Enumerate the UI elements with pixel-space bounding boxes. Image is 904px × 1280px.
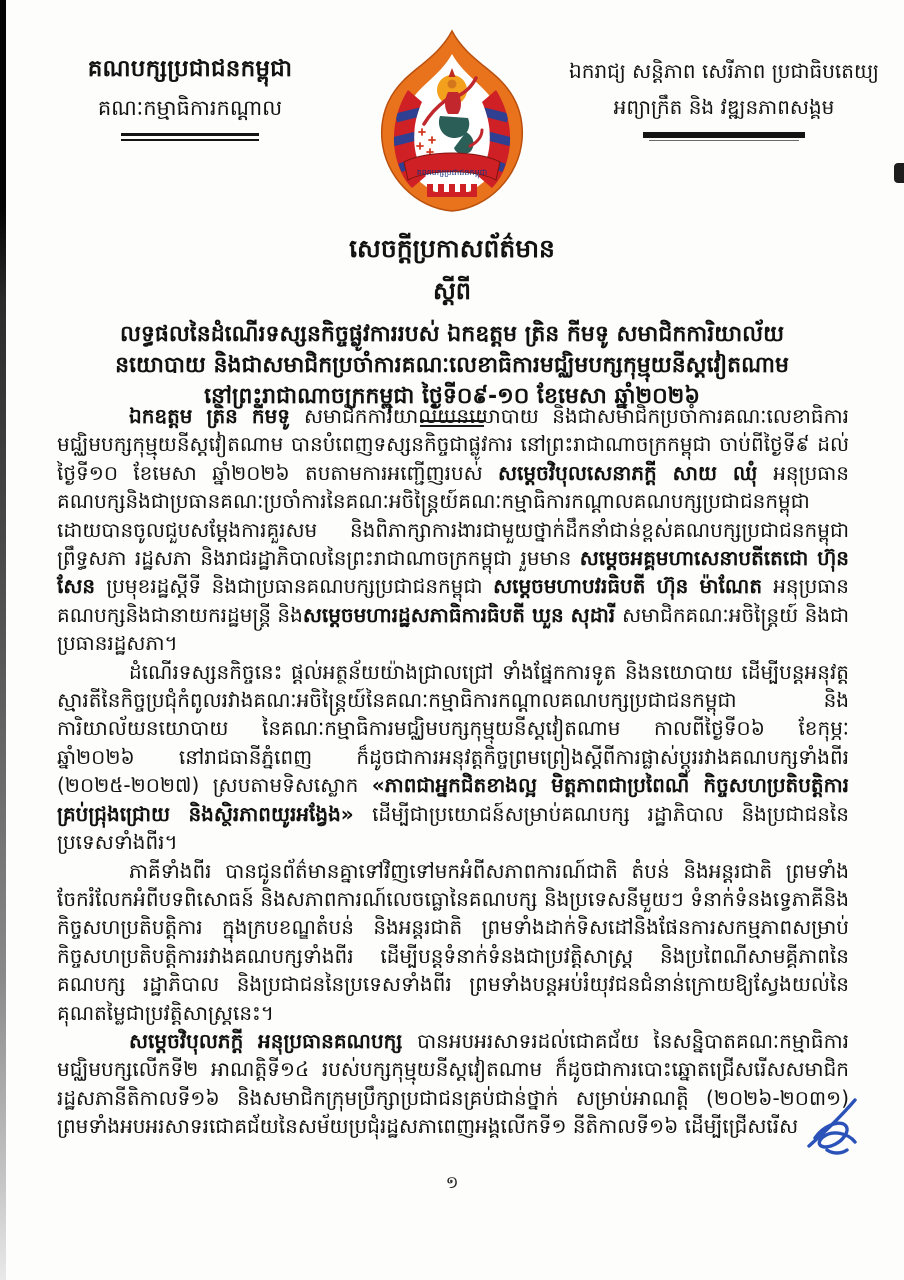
subtitle-line-3: នៅព្រះរាជាណាចក្រកម្ពុជា ថ្ងៃទី០៩-១០ ខែមេសា ឆ្នាំ២០២៦ bbox=[204, 384, 700, 409]
motto-line-1: ឯករាជ្យ សន្តិភាព សេរីភាព ប្រជាធិបតេយ្យ bbox=[569, 59, 879, 83]
scan-artifact-left-edge bbox=[0, 0, 6, 1280]
left-header-double-rule bbox=[121, 133, 259, 141]
header-right-block bbox=[548, 58, 900, 141]
subtitle-line-1: លទ្ធផលនៃដំណើរទស្សនកិច្ចផ្លូវការរបស់ ឯកឧត្តម ត្រិន កីមទូ សមាជិកការិយាល័យ bbox=[119, 322, 785, 347]
header-left-block bbox=[40, 55, 340, 141]
right-header-rule bbox=[643, 132, 805, 138]
paragraph-1: ឯកឧត្តម ត្រិន កីមទូ សមាជិកការិយាល័យនយោបាយ និងជាសមាជិកប្រចាំការគណៈលេខាធិការមជ្ឈិមបក្សកុម្មុយនីស្តវៀតណាម បានបំពេញទស្សនកិច្ចជាផ្លូវការ នៅព្រះរាជាណាចក្រកម្ពុជា ចាប់ពីថ្ងៃទី៩ ដល់ថ្ងៃទី១០ ខែមេសា ឆ្នាំ២០២៦ តបតាមការអញ្ជើញរបស់ សម្តេចវិបុលសេនាភក្តី សាយ ឈុំ អនុប្រធានគណបក្សនិងជាប្រធានគណៈប្រចាំការនៃគណៈអចិន្ត្រៃយ៍គណៈកម្មាធិការកណ្តាលគណបក្សប្រជាជនកម្ពុជា ដោយបានចូលជួបសម្តែងការគួរសម និងពិភាក្សាការងារជាមួយថ្នាក់ដឹកនាំជាន់ខ្ពស់គណបក្សប្រជាជនកម្ពុជា ព្រឹទ្ធសភា រដ្ឋសភា និងរាជរដ្ឋាភិបាលនៃព្រះរាជាណាចក្រកម្ពុជា រួមមាន សម្តេចអគ្គមហាសេនាបតីតេជោ ហ៊ុន សែន ប្រមុខរដ្ឋស្តីទី និងជាប្រធានគណបក្សប្រជាជនកម្ពុជា សម្តេចមហាបវរធិបតី ហ៊ុន ម៉ាណែត អនុប្រធានគណបក្សនិងជានាយករដ្ឋមន្ត្រី និងសម្តេចមហារដ្ឋសភាធិការធិបតី ឃួន សុដារី សមាជិកគណៈអចិន្ត្រៃយ៍ និងជាប្រធានរដ្ឋសភា។ bbox=[57, 404, 849, 656]
motto-line-2: អព្យាក្រឹត និង វឌ្ឍនភាពសង្គម bbox=[613, 95, 835, 119]
central-committee-label: គណៈកម្មាធិការកណ្តាល bbox=[97, 96, 283, 120]
scan-artifact-right-mark bbox=[894, 163, 904, 183]
paragraph-3: ភាគីទាំងពីរ បានជូនព័ត៌មានគ្នាទៅវិញទៅមកអំពីសភាពការណ៍ជាតិ តំបន់ និងអន្តរជាតិ ព្រមទាំងចែករំលែកអំពីបទពិសោធន៍ និងសភាពការណ៍លេចធ្លោនៃគណបក្ស និងប្រទេសនីមួយៗ ទំនាក់ទំនងទ្វេភាគីនិងកិច្ចសហប្រតិបត្តិការ ក្នុងក្របខណ្ឌតំបន់ និងអន្តរជាតិ ព្រមទាំងដាក់ទិសដៅនិងផែនការសកម្មភាពសម្រាប់កិច្ចសហប្រតិបត្តិការរវាងគណបក្សទាំងពីរ ដើម្បីបន្តទំនាក់ទំនងជាប្រវត្តិសាស្ត្រ និងប្រពៃណីសាមគ្គីភាពនៃគណបក្ស រដ្ឋាភិបាល និងប្រជាជននៃប្រទេសទាំងពីរ ព្រមទាំងបន្តអប់រំយុវជនជំនាន់ក្រោយឱ្យស្វែងយល់នៃគុណតម្លៃជាប្រវត្តិសាស្ត្រនេះ។ bbox=[57, 858, 849, 1025]
paragraph-2: ដំណើរទស្សនកិច្ចនេះ ផ្តល់អត្ថន័យយ៉ាងជ្រាលជ្រៅ ទាំងផ្នែកការទូត និងនយោបាយ ដើម្បីបន្តអនុវត្តស្មារតីនៃកិច្ចប្រជុំកំពូលរវាងគណៈអចិន្ត្រៃយ៍នៃគណៈកម្មាធិការកណ្តាលគណបក្សប្រជាជនកម្ពុជា និងការិយាល័យនយោបាយ នៃគណៈកម្មាធិការមជ្ឈិមបក្សកុម្មុយនីស្តវៀតណាម កាលពីថ្ងៃទី០៦ ខែកុម្ភៈ ឆ្នាំ២០២៦ នៅរាជធានីភ្នំពេញ ក៏ដូចជាការអនុវត្តកិច្ចព្រមព្រៀងស្តីពីការផ្លាស់ប្តូររវាងគណបក្សទាំងពីរ (២០២៥-២០២៧) ស្របតាមទិសស្លោក «ភាពជាអ្នកជិតខាងល្អ មិត្តភាពជាប្រពៃណី កិច្ចសហប្រតិបត្តិការគ្រប់ជ្រុងជ្រោយ និងស្ថិរភាពយូរអង្វែង» ដើម្បីជាប្រយោជន៍សម្រាប់គណបក្ស រដ្ឋាភិបាល និងប្រជាជននៃប្រទេសទាំងពីរ។ bbox=[57, 659, 849, 855]
paragraph-4: សម្តេចវិបុលភក្តី អនុប្រធានគណបក្ស បានអបអរសាទរដល់ជោគជ័យ នៃសន្និបាតគណៈកម្មាធិការមជ្ឈិមបក្សលើកទី២ អាណត្តិទី១៤ របស់បក្សកុម្មុយនីស្តវៀតណាម ក៏ដូចជាការបោះឆ្នោតជ្រើសរើសសមាជិករដ្ឋសភានីតិកាលទី១៦ និងសមាជិកក្រុមប្រឹក្សាប្រជាជនគ្រប់ជាន់ថ្នាក់ សម្រាប់អាណត្តិ (២០២៦-២០៣១) ព្រមទាំងអបអរសាទរជោគជ័យនៃសម័យប្រជុំរដ្ឋសភាពេញអង្គលើកទី១ នីតិកាលទី១៦ ដើម្បីជ្រើសរើស bbox=[57, 1028, 849, 1139]
document-title: សេចក្តីប្រកាសព័ត៌មាន bbox=[349, 234, 555, 263]
title-block bbox=[0, 234, 904, 427]
cpp-emblem-logo bbox=[370, 28, 534, 216]
handwritten-initial-signature bbox=[797, 1094, 869, 1160]
title-subtitle bbox=[0, 319, 904, 412]
subtitle-line-2: នយោបាយ និងជាសមាជិកប្រចាំការគណៈលេខាធិការមជ្ឈិមបក្សកុម្មុយនីស្តវៀតណាម bbox=[115, 353, 789, 378]
document-body bbox=[57, 402, 849, 1141]
title-about: ស្តីពី bbox=[432, 277, 472, 305]
party-name: គណបក្សប្រជាជនកម្ពុជា bbox=[87, 56, 293, 82]
page-number: ១ bbox=[445, 1173, 459, 1193]
right-header-rule-echo bbox=[649, 140, 799, 141]
emblem-banner-text: គណបក្សប្រជាជនកម្ពុជា bbox=[416, 168, 488, 177]
